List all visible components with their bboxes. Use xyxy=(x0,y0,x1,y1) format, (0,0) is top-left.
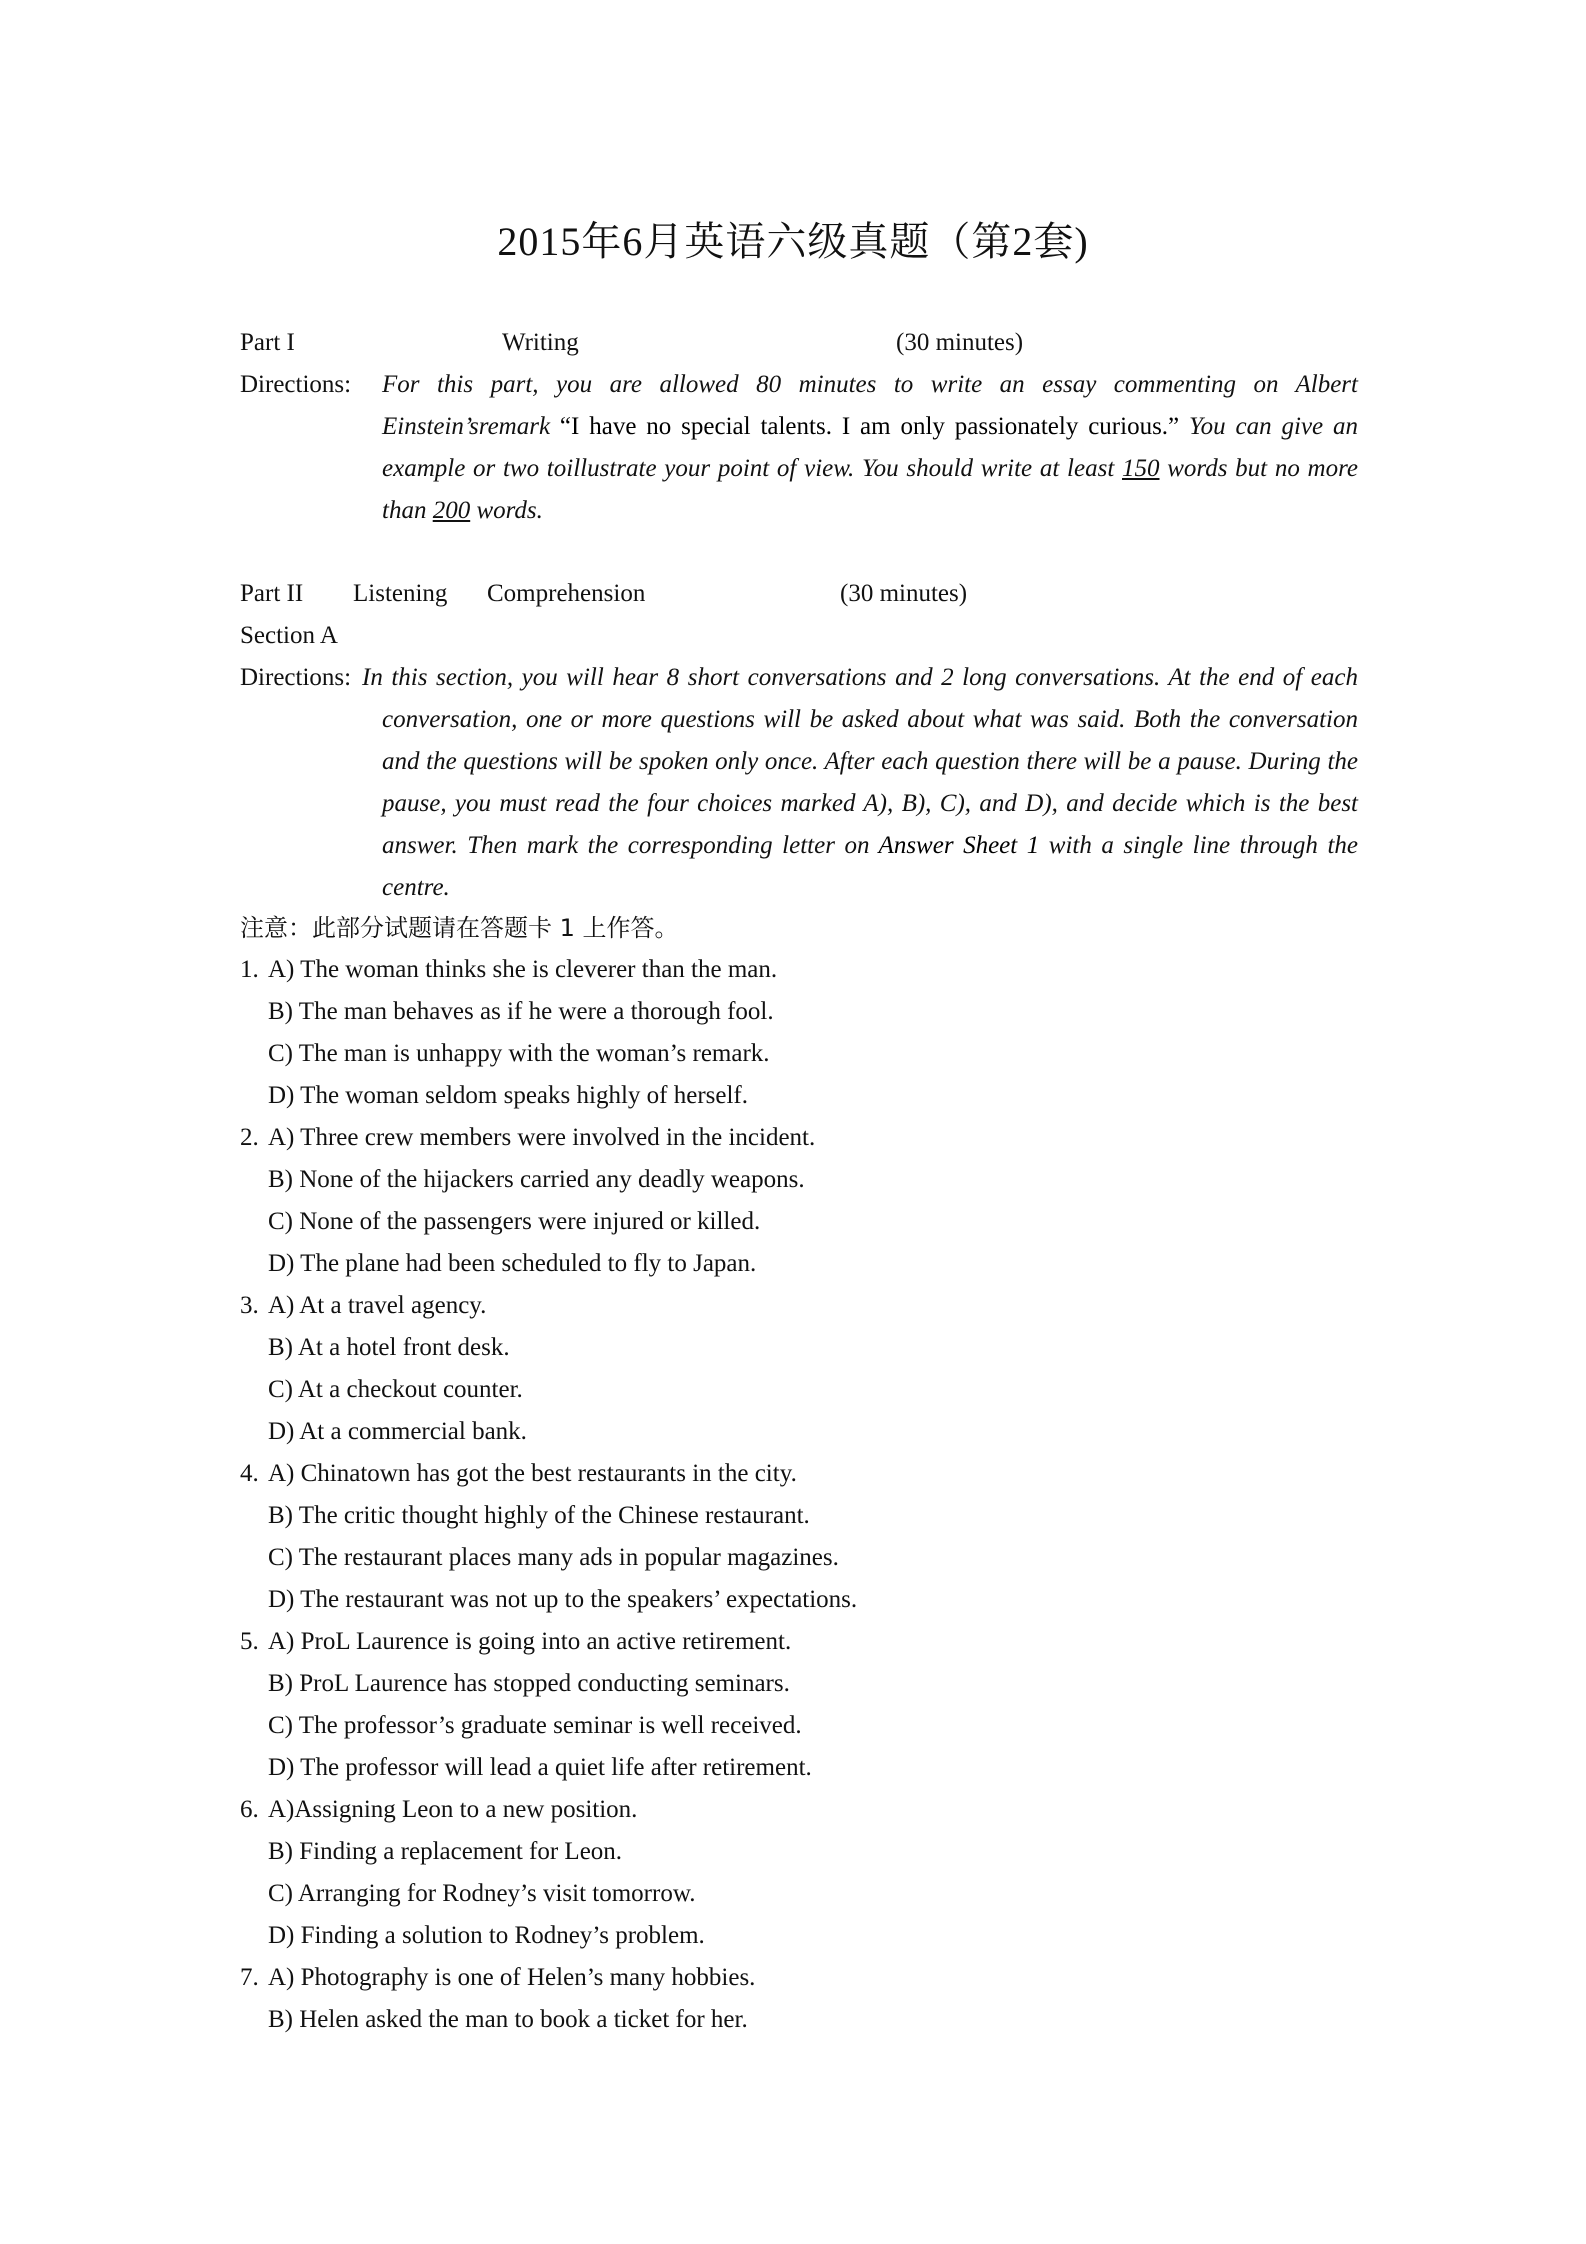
part2-directions-label: Directions: xyxy=(240,664,352,691)
answer-option[interactable]: A)Assigning Leon to a new position. xyxy=(268,1796,638,1823)
part2-label: Part II xyxy=(240,580,304,607)
part2-name-listening: Listening xyxy=(353,580,448,607)
answer-option[interactable]: A) Photography is one of Helen’s many hobbies. xyxy=(268,1964,756,1991)
answer-option[interactable]: A) Chinatown has got the best restaurants in the city. xyxy=(268,1460,797,1487)
part2-time: (30 minutes) xyxy=(840,580,968,607)
part1-label: Part I xyxy=(240,329,295,356)
answer-option[interactable]: D) Finding a solution to Rodney’s problem. xyxy=(268,1922,705,1949)
min-words: 150 xyxy=(1122,455,1160,482)
part2-directions xyxy=(362,657,1358,909)
answer-option[interactable]: B) Finding a replacement for Leon. xyxy=(268,1838,623,1865)
page-title: 2015年6月英语六级真题（第2套) xyxy=(497,219,1089,264)
question-number: 2. xyxy=(240,1124,259,1151)
part1-time: (30 minutes) xyxy=(896,329,1024,356)
answer-option[interactable]: B) The man behaves as if he were a thorough fool. xyxy=(268,998,774,1025)
question-number: 5. xyxy=(240,1628,259,1655)
answer-option[interactable]: C) The professor’s graduate seminar is well received. xyxy=(268,1712,802,1739)
part2-directions-post: with a single line through the centre. xyxy=(382,832,1358,901)
part1-directions-label: Directions: xyxy=(240,371,352,398)
answer-option[interactable]: A) ProL Laurence is going into an active retirement. xyxy=(268,1628,792,1655)
answer-option[interactable]: D) The professor will lead a quiet life after retirement. xyxy=(268,1754,812,1781)
answer-option[interactable]: A) At a travel agency. xyxy=(268,1292,487,1319)
part2-name-comprehension: Comprehension xyxy=(487,580,646,607)
answer-option[interactable]: C) None of the passengers were injured or killed. xyxy=(268,1208,761,1235)
answer-option[interactable]: B) The critic thought highly of the Chinese restaurant. xyxy=(268,1502,810,1529)
answer-note: 注意：此部分试题请在答题卡 1 上作答。 xyxy=(240,914,679,942)
answer-option[interactable]: D) The plane had been scheduled to fly to Japan. xyxy=(268,1250,757,1277)
answer-option[interactable]: B) At a hotel front desk. xyxy=(268,1334,510,1361)
question-number: 6. xyxy=(240,1796,259,1823)
question-number: 3. xyxy=(240,1292,259,1319)
answer-option[interactable]: A) The woman thinks she is cleverer than the man. xyxy=(268,956,778,983)
section-a-heading: Section A xyxy=(240,622,338,649)
answer-option[interactable]: C) Arranging for Rodney’s visit tomorrow. xyxy=(268,1880,696,1907)
answer-option[interactable]: C) At a checkout counter. xyxy=(268,1376,523,1403)
part1-directions-mid: You can give an example or two toillustrate your point of view. You should write at least xyxy=(382,413,1359,482)
part1-directions xyxy=(382,364,1358,532)
part1-name: Writing xyxy=(502,329,579,356)
answer-option[interactable]: B) None of the hijackers carried any deadly weapons. xyxy=(268,1166,805,1193)
answer-option[interactable]: C) The restaurant places many ads in popular magazines. xyxy=(268,1544,839,1571)
answer-option[interactable]: C) The man is unhappy with the woman’s remark. xyxy=(268,1040,770,1067)
answer-option[interactable]: D) The restaurant was not up to the speakers’ expectations. xyxy=(268,1586,858,1613)
part2-directions-pre: In this section, you will hear 8 short conversations and 2 long conversations. At the end of each conversation, one or more questions will be asked about what was said. Both the conversation and the questions will be spoken only once. After each question there will be a pause. During the pause, you must read the four choices marked A), B), C), and D), and decide which is the best answer. Then mark the corresponding letter on xyxy=(362,664,1358,859)
answer-sheet-ref: Answer Sheet 1 xyxy=(878,832,1040,859)
part1-directions-pre: For this part, you are allowed 80 minutes to write an essay commenting on Albert Einstein’sremark xyxy=(382,371,1358,440)
question-number: 7. xyxy=(240,1964,259,1991)
part1-header xyxy=(240,322,1340,364)
part2-header xyxy=(240,573,1340,615)
answer-option[interactable]: D) At a commercial bank. xyxy=(268,1418,527,1445)
answer-option[interactable]: B) ProL Laurence has stopped conducting seminars. xyxy=(268,1670,790,1697)
part1-directions-mid2: words but no more than xyxy=(382,455,1358,524)
part1-directions-post: words. xyxy=(470,497,543,524)
answer-option[interactable]: D) The woman seldom speaks highly of herself. xyxy=(268,1082,748,1109)
question-number: 4. xyxy=(240,1460,259,1487)
question-number: 1. xyxy=(240,956,259,983)
einstein-quote: “I have no special talents. I am only passionately curious.” xyxy=(559,413,1180,440)
max-words: 200 xyxy=(432,497,471,524)
answer-option[interactable]: B) Helen asked the man to book a ticket for her. xyxy=(268,2006,748,2033)
answer-option[interactable]: A) Three crew members were involved in the incident. xyxy=(268,1124,816,1151)
